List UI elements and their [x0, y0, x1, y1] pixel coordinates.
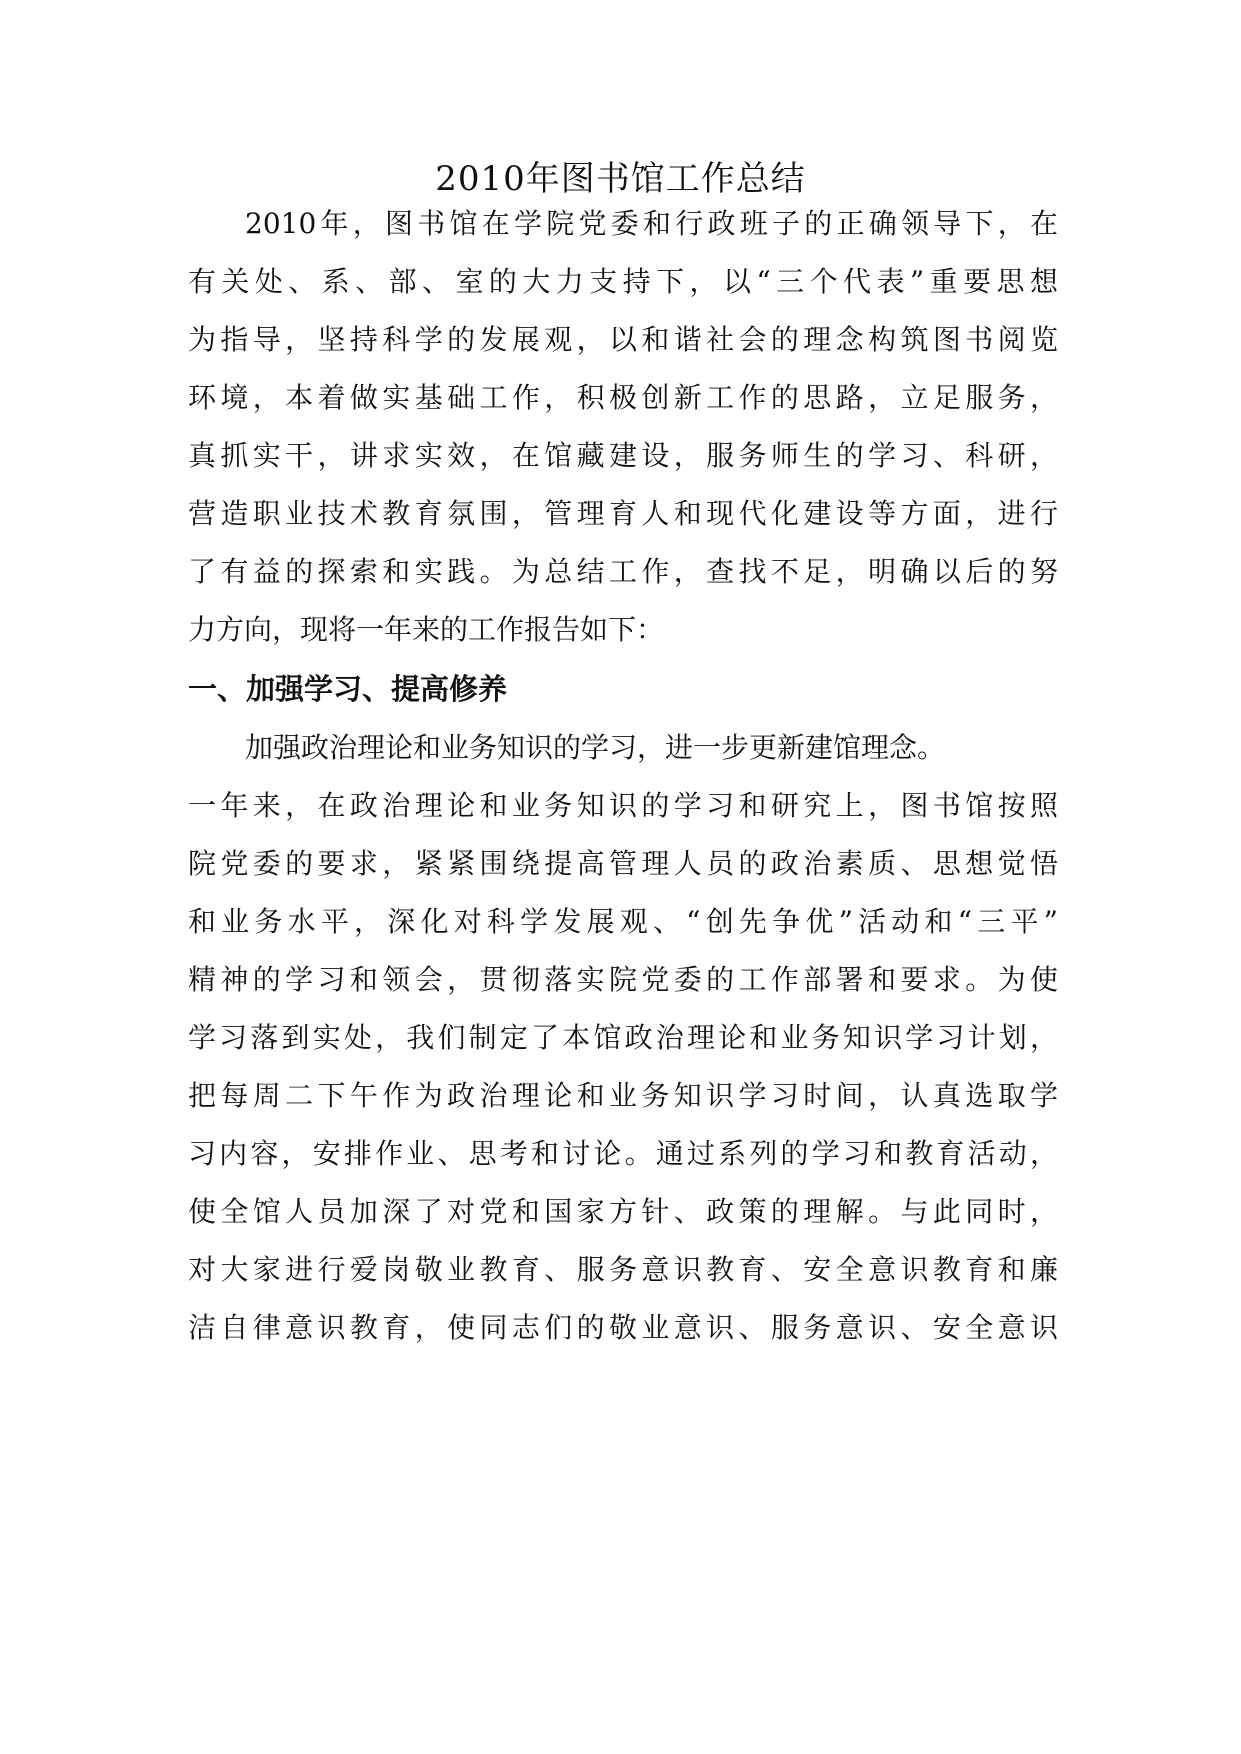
paragraph-line: 对大家进行爱岗敬业教育、服务意识教育、安全意识教育和廉: [188, 1253, 1058, 1286]
paragraph-line: 了有益的探索和实践。为总结工作，查找不足，明确以后的努: [188, 555, 1058, 588]
paragraph-line: 把每周二下午作为政治理论和业务知识学习时间，认真选取学: [188, 1079, 1058, 1112]
paragraph-line: 真抓实干，讲求实效，在馆藏建设，服务师生的学习、科研，: [188, 439, 1058, 472]
paragraph-line: 有关处、系、部、室的大力支持下，以“三个代表”重要思想: [188, 265, 1058, 298]
paragraph-line: 力方向，现将一年来的工作报告如下：: [188, 613, 665, 646]
paragraph-line: 2010年，图书馆在学院党委和行政班子的正确领导下，在: [245, 207, 1058, 240]
document-title: 2010年图书馆工作总结: [435, 159, 806, 199]
paragraph-line: 学习落到实处，我们制定了本馆政治理论和业务知识学习计划，: [188, 1021, 1058, 1054]
paragraph-line: 和业务水平，深化对科学发展观、“创先争优”活动和“三平”: [188, 905, 1058, 938]
paragraph-line: 习内容，安排作业、思考和讨论。通过系列的学习和教育活动，: [188, 1137, 1058, 1170]
paragraph-line: 使全馆人员加深了对党和国家方针、政策的理解。与此同时，: [188, 1195, 1058, 1228]
paragraph-line: 加强政治理论和业务知识的学习，进一步更新建馆理念。: [245, 731, 946, 764]
section-heading: 一、加强学习、提高修养: [188, 672, 508, 706]
paragraph-line: 一年来，在政治理论和业务知识的学习和研究上，图书馆按照: [188, 789, 1058, 822]
paragraph-line: 洁自律意识教育，使同志们的敬业意识、服务意识、安全意识: [188, 1311, 1058, 1344]
paragraph-line: 为指导，坚持科学的发展观，以和谐社会的理念构筑图书阅览: [188, 323, 1058, 356]
paragraph-line: 院党委的要求，紧紧围绕提高管理人员的政治素质、思想觉悟: [188, 847, 1058, 880]
paragraph-line: 环境，本着做实基础工作，积极创新工作的思路，立足服务，: [188, 381, 1058, 414]
paragraph-line: 营造职业技术教育氛围，管理育人和现代化建设等方面，进行: [188, 497, 1058, 530]
paragraph-line: 精神的学习和领会，贯彻落实院党委的工作部署和要求。为使: [188, 963, 1058, 996]
